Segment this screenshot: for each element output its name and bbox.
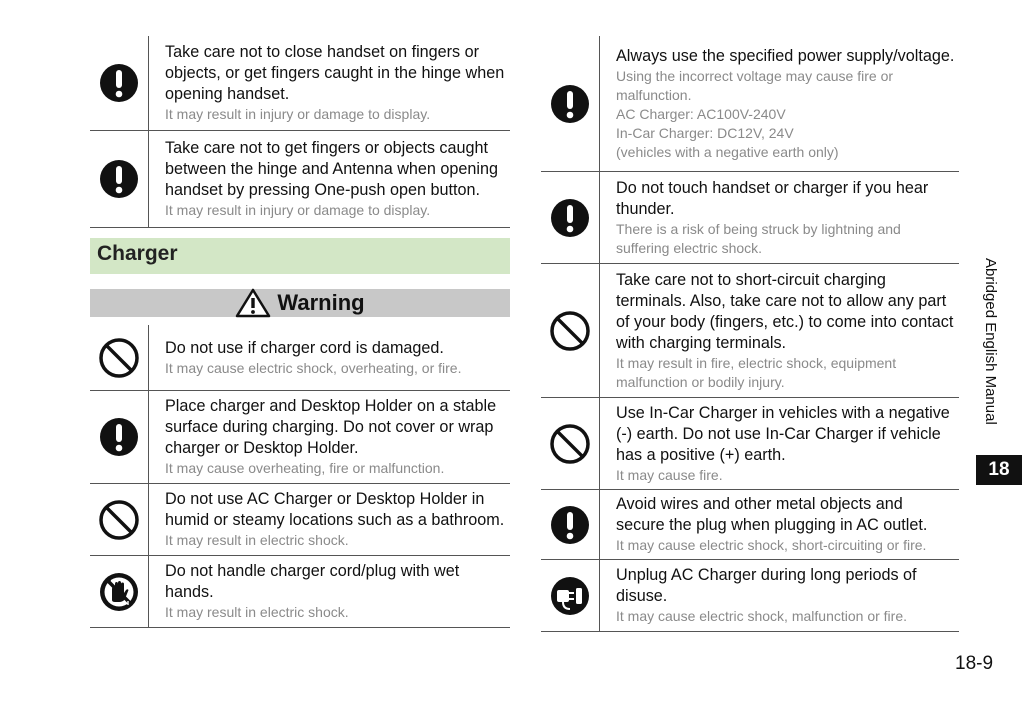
- unplug-icon: [541, 560, 600, 631]
- side-tab-label: Abridged English Manual: [982, 258, 999, 425]
- caution-title: Take care not to get fingers or objects caught between the hinge and Antenna when opening handset by pressing One-push open button.: [165, 139, 499, 199]
- prohibited-icon: [541, 398, 600, 489]
- caution-title: Take care not to close handset on fingers or objects, or get fingers caught in the hinge when opening handset.: [165, 43, 505, 103]
- caution-title: Do not handle charger cord/plug with wet hands.: [165, 562, 460, 601]
- mandatory-icon: [90, 131, 149, 227]
- caution-row: [90, 36, 510, 131]
- caution-row: [541, 172, 959, 264]
- caution-title: Always use the specified power supply/voltage.: [616, 46, 955, 65]
- caution-row: [90, 484, 510, 556]
- section-heading-bar: [90, 238, 510, 274]
- mandatory-icon: [90, 391, 149, 483]
- caution-detail: It may cause overheating, fire or malfunction.: [165, 460, 445, 476]
- prohibited-icon: [90, 484, 149, 555]
- caution-row: [541, 36, 959, 172]
- caution-detail: In-Car Charger: DC12V, 24V: [616, 124, 794, 141]
- caution-detail: It may result in injury or damage to display.: [165, 202, 431, 218]
- caution-row: [90, 325, 510, 391]
- caution-row: [541, 560, 959, 632]
- prohibited-icon: [90, 325, 149, 390]
- caution-title: Avoid wires and other metal objects and secure the plug when plugging in AC outlet.: [616, 495, 928, 534]
- caution-title: Do not touch handset or charger if you hear thunder.: [616, 178, 929, 218]
- caution-detail: It may cause electric shock, malfunction or fire.: [616, 608, 907, 624]
- caution-title: Use In-Car Charger in vehicles with a negative (-) earth. Do not use In-Car Charger if vehicle has a positive (+) earth.: [616, 403, 950, 464]
- prohibited-icon: [541, 264, 600, 397]
- caution-title: Do not use if charger cord is damaged.: [165, 338, 444, 357]
- left-top-rows: [90, 36, 510, 228]
- caution-detail: It may cause electric shock, short-circuiting or fire.: [616, 537, 927, 553]
- caution-title: Place charger and Desktop Holder on a stable surface during charging. Do not cover or wrap charger or Desktop Holder.: [165, 397, 497, 457]
- warning-banner: [90, 289, 510, 317]
- caution-detail: AC Charger: AC100V-240V: [616, 105, 786, 122]
- caution-row: [90, 391, 510, 484]
- no-wet-hands-icon: [90, 556, 149, 627]
- left-bottom-rows: [90, 325, 510, 628]
- caution-detail: It may cause fire.: [616, 466, 723, 483]
- caution-row: [541, 490, 959, 560]
- caution-detail: It may cause electric shock, overheating, or fire.: [165, 359, 462, 376]
- caution-row: [541, 398, 959, 490]
- warning-triangle-icon: [235, 288, 271, 318]
- caution-row: [90, 131, 510, 228]
- mandatory-icon: [541, 490, 600, 559]
- right-rows: [541, 36, 959, 632]
- caution-detail: It may result in fire, electric shock, equipment malfunction or bodily injury.: [616, 354, 897, 390]
- caution-title: Unplug AC Charger during long periods of disuse.: [616, 566, 917, 605]
- caution-title: Take care not to short-circuit charging terminals. Also, take care not to allow any part of your body (fingers, etc.) to come into contact with charging terminals.: [616, 270, 954, 352]
- caution-detail: (vehicles with a negative earth only): [616, 143, 839, 160]
- caution-detail: It may result in injury or damage to display.: [165, 106, 431, 122]
- caution-row: [90, 556, 510, 628]
- section-heading: Charger: [97, 242, 178, 265]
- caution-detail: There is a risk of being struck by lightning and suffering electric shock.: [616, 220, 901, 256]
- warning-label: Warning: [277, 290, 365, 315]
- mandatory-icon: [90, 36, 149, 130]
- caution-row: [541, 264, 959, 398]
- page-number: 18-9: [955, 653, 994, 674]
- caution-detail: It may result in electric shock.: [165, 604, 349, 620]
- caution-detail: Using the incorrect voltage may cause fire or malfunction.: [616, 67, 894, 103]
- chapter-badge: 18: [976, 455, 1022, 485]
- caution-detail: It may result in electric shock.: [165, 532, 349, 548]
- mandatory-icon: [541, 172, 600, 263]
- mandatory-icon: [541, 36, 600, 171]
- caution-title: Do not use AC Charger or Desktop Holder in humid or steamy locations such as a bathroom.: [165, 490, 505, 529]
